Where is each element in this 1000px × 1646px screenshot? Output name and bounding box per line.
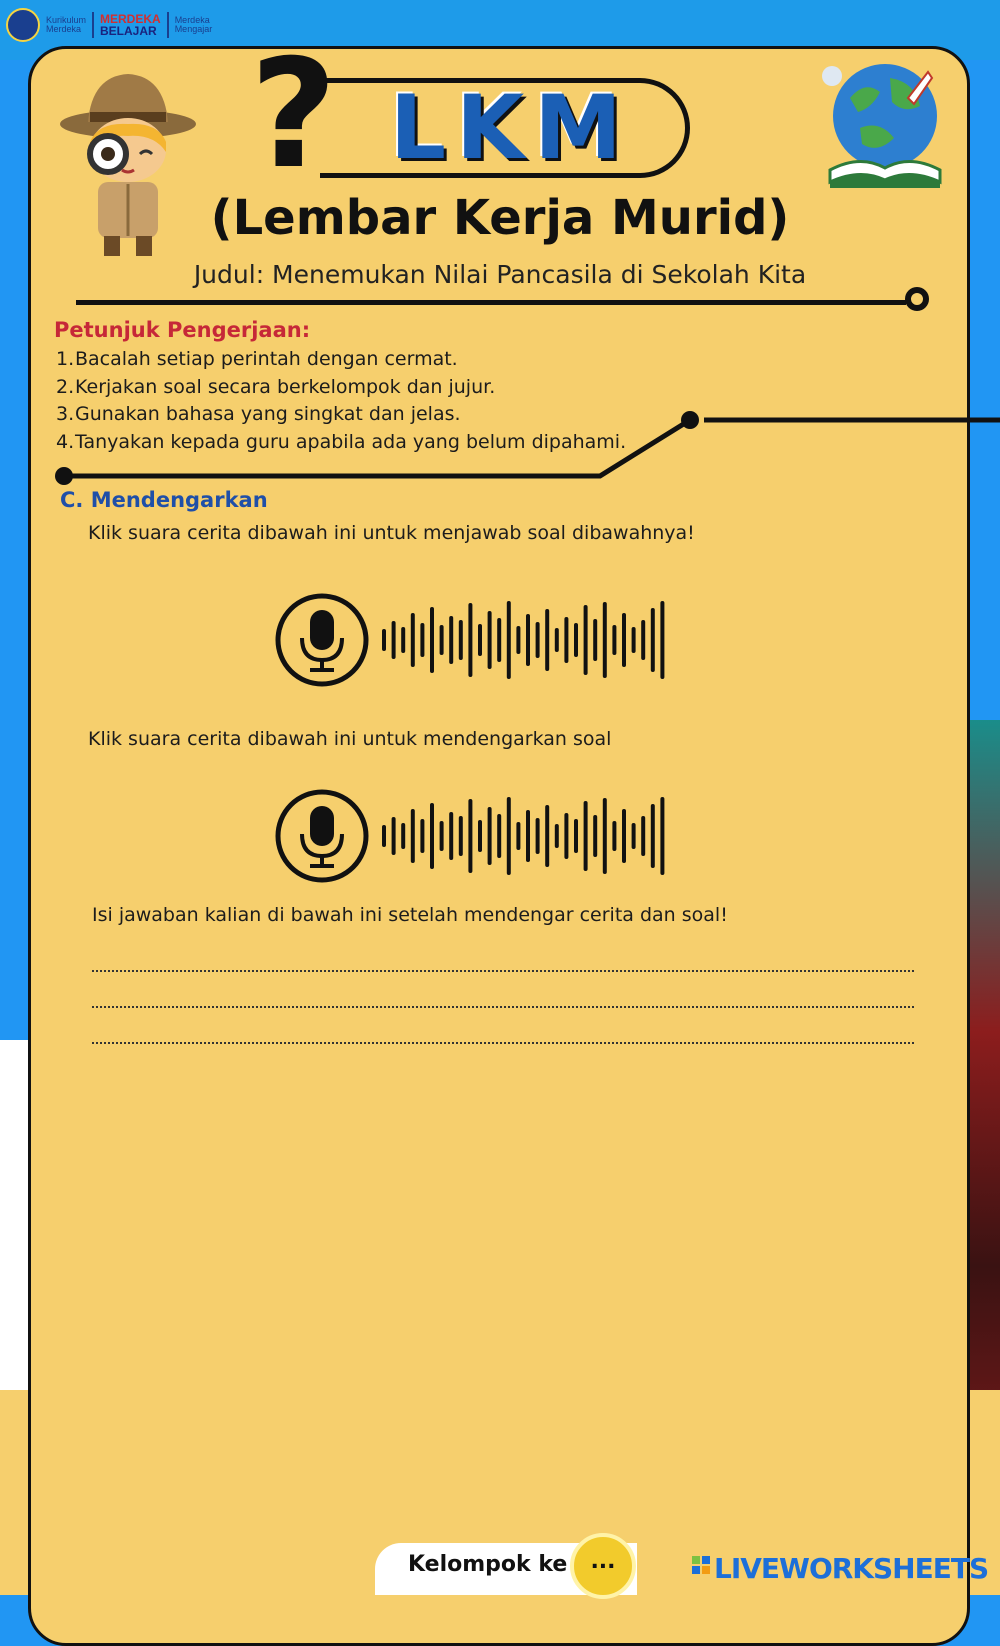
merdeka-mengajar-logo <box>175 16 213 34</box>
logo-text-line: Mengajar <box>174 24 213 34</box>
group-number-input[interactable]: ... <box>570 1533 636 1599</box>
divider-line <box>76 300 906 305</box>
page-subtitle: (Lembar Kerja Murid) <box>210 190 790 246</box>
waveform-icon <box>272 590 692 690</box>
instruction-item <box>56 346 626 374</box>
worksheet-topic: Judul: Menemukan Nilai Pancasila di Sekolah Kita <box>193 260 807 289</box>
logo-bar <box>6 8 212 42</box>
logo-separator <box>167 12 169 38</box>
logo-text-line: Merdeka <box>174 15 210 25</box>
group-number-label: Kelompok ke <box>408 1552 568 1577</box>
question-mark-decoration: ? <box>250 28 338 202</box>
answer-input-line[interactable] <box>92 1042 914 1044</box>
answer-input-line[interactable] <box>92 1006 914 1008</box>
answer-instruction: Isi jawaban kalian di bawah ini setelah mendengar cerita dan soal! <box>92 904 728 926</box>
answer-input-line[interactable] <box>92 970 914 972</box>
story-audio-instruction: Klik suara cerita dibawah ini untuk menjawab soal dibawahnya! <box>88 522 695 544</box>
story-audio-button[interactable] <box>272 590 692 690</box>
logo-text-line: Merdeka <box>46 24 82 34</box>
waveform-icon <box>272 786 692 886</box>
instruction-number: 3. <box>56 403 75 425</box>
kurikulum-merdeka-logo <box>46 16 86 34</box>
instructions-title: Petunjuk Pengerjaan: <box>54 318 311 342</box>
logo-text-line: MERDEKA <box>100 12 161 26</box>
divider-end-circle <box>905 287 929 311</box>
tut-wuri-logo <box>6 8 40 42</box>
section-title: C. Mendengarkan <box>60 488 268 512</box>
instruction-number: 4. <box>56 430 75 453</box>
circuit-line-decoration <box>0 400 1000 490</box>
instruction-text: Bacalah setiap perintah dengan cermat. <box>75 348 458 370</box>
instruction-number: 1. <box>56 348 75 370</box>
question-audio-instruction: Klik suara cerita dibawah ini untuk mendengarkan soal <box>88 728 612 750</box>
merdeka-belajar-logo <box>100 13 161 37</box>
instruction-text: Gunakan bahasa yang singkat dan jelas. <box>75 403 461 425</box>
instruction-text: Kerjakan soal secara berkelompok dan jujur. <box>75 375 496 398</box>
logo-text-line: Kurikulum <box>46 15 87 25</box>
page-title: LKM <box>390 76 632 179</box>
instruction-item <box>56 374 626 402</box>
instruction-text: Tanyakan kepada guru apabila ada yang belum dipahami. <box>75 430 627 453</box>
instruction-number: 2. <box>56 375 75 398</box>
globe-book-illustration <box>820 58 950 193</box>
question-audio-button[interactable] <box>272 786 692 886</box>
microphone-icon <box>310 806 334 846</box>
logo-separator <box>92 12 94 38</box>
microphone-icon <box>310 610 334 650</box>
liveworksheets-logo-icon <box>692 1556 710 1582</box>
liveworksheets-brand: LIVEWORKSHEETS <box>714 1552 989 1585</box>
logo-text-line: BELAJAR <box>100 24 157 38</box>
